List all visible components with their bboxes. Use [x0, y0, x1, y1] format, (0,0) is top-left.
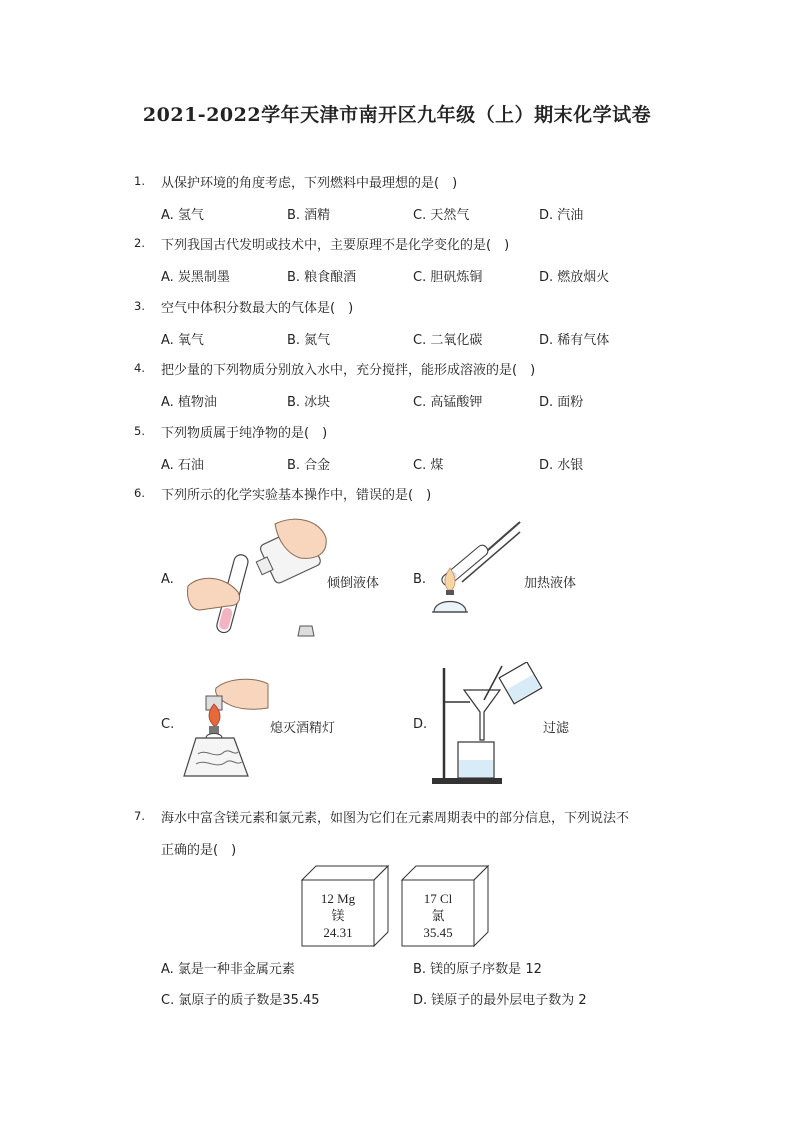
question-number: 7. [134, 809, 145, 823]
option-d: D. 水银 [539, 458, 584, 473]
question-number: 3. [134, 299, 145, 313]
option-c: C. 胆矾炼铜 [413, 270, 483, 285]
image-letter-d: D. [413, 717, 428, 732]
option-c: C. 煤 [413, 458, 444, 473]
pouring-liquid-image [180, 514, 330, 644]
option-c: C. 氯原子的质子数是35.45 [161, 993, 320, 1008]
element-mass: 24.31 [323, 925, 353, 940]
question-number: 2. [134, 236, 145, 250]
question-number: 4. [134, 361, 145, 375]
element-number-symbol: 17 Cl [423, 891, 453, 906]
element-number-symbol: 12 Mg [320, 891, 356, 906]
option-a: A. 炭黑制墨 [161, 270, 230, 285]
question-number: 6. [134, 486, 145, 500]
option-b: B. 氮气 [287, 333, 331, 348]
heating-liquid-image [428, 516, 523, 616]
option-d: D. 稀有气体 [539, 333, 610, 348]
image-caption-b: 加热液体 [524, 576, 577, 591]
option-d: D. 燃放烟火 [539, 270, 610, 285]
option-d: D. 镁原子的最外层电子数为 2 [413, 993, 587, 1008]
question-number: 1. [134, 174, 145, 188]
option-b: B. 合金 [287, 458, 331, 473]
image-caption-c: 熄灭酒精灯 [270, 721, 336, 736]
option-c: C. 天然气 [413, 208, 470, 223]
question-text: 从保护环境的角度考虑，下列燃料中最理想的是( ) [161, 176, 458, 191]
option-d: D. 面粉 [539, 395, 584, 410]
filtration-image [428, 662, 543, 787]
question-text: 下列我国古代发明或技术中，主要原理不是化学变化的是( ) [161, 238, 510, 253]
image-caption-d: 过滤 [543, 721, 570, 736]
question-text: 把少量的下列物质分别放入水中，充分搅拌，能形成溶液的是( ) [161, 363, 536, 378]
page-title: 2021-2022学年天津市南开区九年级（上）期末化学试卷 [142, 104, 652, 126]
option-a: A. 石油 [161, 458, 204, 473]
option-c: C. 高锰酸钾 [413, 395, 483, 410]
option-b: B. 镁的原子序数是 12 [413, 962, 542, 977]
question-text: 下列所示的化学实验基本操作中，错误的是( ) [161, 488, 432, 503]
question-text-continued: 正确的是( ) [161, 843, 237, 858]
element-mass: 35.45 [423, 925, 453, 940]
element-cell-mg [302, 890, 374, 941]
image-letter-a: A. [161, 572, 174, 587]
option-b: B. 粮食酿酒 [287, 270, 357, 285]
option-d: D. 汽油 [539, 208, 584, 223]
extinguish-lamp-image [176, 674, 271, 782]
element-name: 镁 [331, 908, 345, 923]
element-name: 氯 [431, 908, 445, 923]
question-text: 下列物质属于纯净物的是( ) [161, 426, 328, 441]
question-text: 空气中体积分数最大的气体是( ) [161, 301, 354, 316]
image-letter-c: C. [161, 717, 175, 732]
element-cell-cl [402, 890, 474, 941]
option-a: A. 氧气 [161, 333, 204, 348]
option-a: A. 氯是一种非金属元素 [161, 962, 295, 977]
option-b: B. 冰块 [287, 395, 331, 410]
option-b: B. 酒精 [287, 208, 331, 223]
option-a: A. 植物油 [161, 395, 217, 410]
option-a: A. 氢气 [161, 208, 204, 223]
question-number: 5. [134, 424, 145, 438]
question-text: 海水中富含镁元素和氯元素，如图为它们在元素周期表中的部分信息，下列说法不 [161, 811, 630, 826]
option-c: C. 二氧化碳 [413, 333, 483, 348]
image-letter-b: B. [413, 572, 427, 587]
image-caption-a: 倾倒液体 [327, 576, 380, 591]
